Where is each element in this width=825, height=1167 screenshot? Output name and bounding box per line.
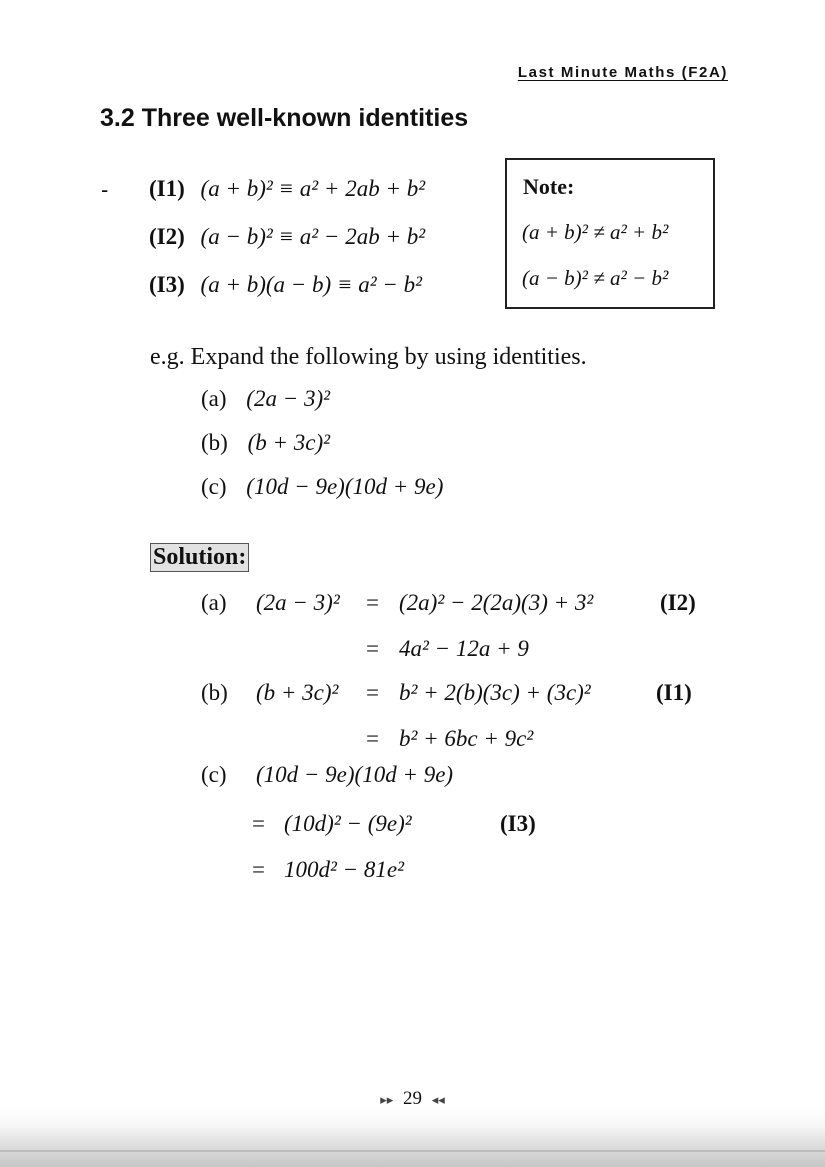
page-number-text: 29 <box>403 1088 422 1109</box>
solution-step: (10d)² − (9e)² <box>284 811 412 836</box>
identity-reference: (I1) <box>656 680 692 705</box>
example-part <box>201 430 330 456</box>
solution-step: (2a)² − 2(2a)(3) + 3² <box>399 590 594 615</box>
footer-divider <box>0 1150 825 1152</box>
equals-sign: = <box>252 857 265 882</box>
note-line: (a + b)² ≠ a² + b² <box>522 220 669 244</box>
identity-label: (I2) <box>149 224 185 249</box>
page-marker-right-icon: ◂◂ <box>431 1092 445 1107</box>
page-marker-left-icon: ▸▸ <box>380 1092 394 1107</box>
identity-expression: (a + b)(a − b) ≡ a² − b² <box>200 272 423 297</box>
note-title: Note: <box>523 174 575 199</box>
solution-heading: Solution: <box>150 543 249 572</box>
identity-reference: (I2) <box>660 590 696 615</box>
solution-result: 4a² − 12a + 9 <box>399 636 529 661</box>
solution-label: (b) <box>201 680 228 705</box>
equals-sign: = <box>366 726 379 751</box>
identity-row <box>149 272 422 298</box>
equals-sign: = <box>252 811 265 836</box>
solution-lhs: (b + 3c)² <box>256 680 339 705</box>
solution-result: b² + 6bc + 9c² <box>399 726 534 751</box>
identity-expression: (a − b)² ≡ a² − 2ab + b² <box>200 224 426 249</box>
example-intro: e.g. Expand the following by using identities. <box>150 344 587 370</box>
equals-sign: = <box>366 680 379 705</box>
example-part-expression: (10d − 9e)(10d + 9e) <box>246 474 444 499</box>
example-part-label: (b) <box>201 430 228 455</box>
example-part-label: (c) <box>201 474 227 499</box>
list-bullet: - <box>101 177 109 202</box>
running-header: Last Minute Maths (F2A) <box>517 64 728 81</box>
identity-row <box>149 176 425 202</box>
identity-label: (I3) <box>149 272 185 297</box>
example-part <box>201 386 330 412</box>
solution-result: 100d² − 81e² <box>284 857 405 882</box>
equals-sign: = <box>366 636 379 661</box>
example-part-expression: (b + 3c)² <box>247 430 331 455</box>
section-title: 3.2 Three well-known identities <box>100 104 469 132</box>
page-number <box>0 1088 825 1110</box>
identity-reference: (I3) <box>500 811 536 836</box>
solution-lhs: (10d − 9e)(10d + 9e) <box>256 762 454 787</box>
example-part-label: (a) <box>201 386 227 411</box>
solution-label: (c) <box>201 762 227 787</box>
solution-step: b² + 2(b)(3c) + (3c)² <box>399 680 591 705</box>
example-part-expression: (2a − 3)² <box>246 386 331 411</box>
identity-row <box>149 224 425 250</box>
identity-label: (I1) <box>149 176 185 201</box>
solution-lhs: (2a − 3)² <box>256 590 340 615</box>
footer-band <box>0 1108 825 1167</box>
note-line: (a − b)² ≠ a² − b² <box>522 266 669 290</box>
solution-label: (a) <box>201 590 227 615</box>
example-part <box>201 474 443 500</box>
identity-expression: (a + b)² ≡ a² + 2ab + b² <box>200 176 426 201</box>
equals-sign: = <box>366 590 379 615</box>
